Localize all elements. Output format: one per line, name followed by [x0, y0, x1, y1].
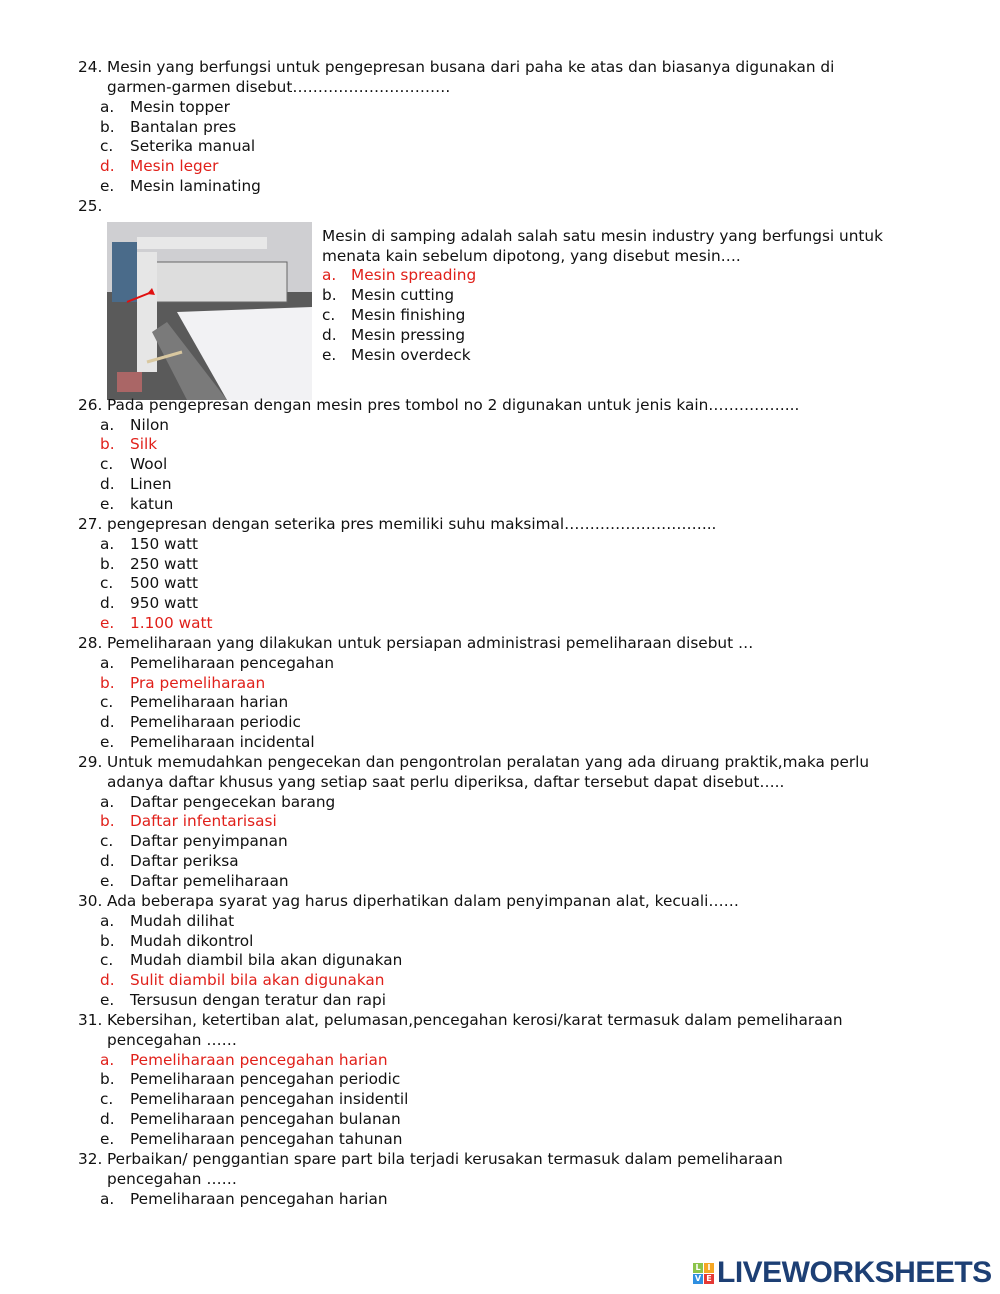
option-letter: b.: [100, 117, 115, 136]
question-text-line: [78, 1170, 948, 1190]
answer-option[interactable]: [78, 654, 948, 674]
logo-text: LIVEWORKSHEETS: [717, 1256, 992, 1289]
answer-option[interactable]: [78, 674, 948, 694]
answer-option[interactable]: [78, 812, 948, 832]
answer-option[interactable]: [78, 157, 948, 177]
answer-option[interactable]: [78, 852, 948, 872]
question-text: Mesin yang berfungsi untuk pengepresan busana dari paha ke atas dan biasanya digunakan di: [107, 58, 835, 76]
tile-e: E: [704, 1274, 714, 1284]
worksheet: [78, 58, 948, 1209]
option-text: Nilon: [130, 415, 169, 434]
option-text: Mudah diambil bila akan digunakan: [130, 951, 403, 970]
answer-option[interactable]: [78, 455, 948, 475]
option-text: Mesin pressing: [351, 325, 466, 344]
question-text-line: [78, 634, 948, 654]
question-text-line: [78, 1150, 948, 1170]
option-text: Pemeliharaan pencegahan insidentil: [130, 1090, 409, 1109]
answer-option[interactable]: [78, 793, 948, 813]
question-number: 31.: [78, 1010, 103, 1029]
option-letter: b.: [100, 812, 115, 831]
option-letter: e.: [100, 177, 115, 196]
option-text: Mudah dilihat: [130, 911, 235, 930]
question-24: [78, 58, 948, 197]
question-number: 28.: [78, 633, 103, 652]
option-letter: d.: [100, 594, 115, 613]
question-29: [78, 753, 948, 892]
option-text: Silk: [130, 435, 158, 454]
question-28: [78, 634, 948, 753]
question-27: [78, 515, 948, 634]
question-text: pencegahan ……: [107, 1169, 237, 1188]
option-text: Pemeliharaan pencegahan tahunan: [130, 1129, 403, 1148]
answer-option[interactable]: [78, 535, 948, 555]
question-text: adanya daftar khusus yang setiap saat perlu diperiksa, daftar tersebut dapat disebut…..: [107, 772, 785, 791]
answer-option[interactable]: [322, 266, 942, 286]
question-32: [78, 1150, 948, 1210]
question-text-line: [322, 227, 942, 247]
option-text: Daftar penyimpanan: [130, 832, 288, 851]
answer-option[interactable]: [78, 1190, 948, 1210]
question-text-line: [78, 58, 948, 78]
option-letter: b.: [100, 673, 115, 692]
question-number-line: [78, 197, 948, 217]
question-text: pencegahan ……: [107, 1030, 237, 1049]
option-text: Pemeliharaan incidental: [130, 733, 315, 752]
answer-option[interactable]: [322, 306, 942, 326]
option-text: 950 watt: [130, 594, 198, 613]
tile-i: I: [704, 1263, 714, 1273]
answer-option[interactable]: [78, 1090, 948, 1110]
answer-option[interactable]: [78, 872, 948, 892]
option-letter: a.: [322, 266, 337, 285]
option-text: Pemeliharaan pencegahan bulanan: [130, 1110, 401, 1129]
option-letter: d.: [322, 325, 337, 344]
answer-option[interactable]: [78, 832, 948, 852]
option-letter: d.: [100, 1110, 115, 1129]
answer-option[interactable]: [78, 594, 948, 614]
option-letter: b.: [100, 1070, 115, 1089]
answer-option[interactable]: [78, 495, 948, 515]
option-text: Pra pemeliharaan: [130, 673, 266, 692]
option-text: Pemeliharaan pencegahan: [130, 653, 335, 672]
question-text: pengepresan dengan seterika pres memiliki suhu maksimal………………………...: [107, 514, 717, 533]
answer-option[interactable]: [78, 435, 948, 455]
option-letter: a.: [100, 911, 115, 930]
tile-l: L: [693, 1263, 703, 1273]
option-letter: d.: [100, 971, 115, 990]
question-text-line: [78, 1031, 948, 1051]
answer-option[interactable]: [322, 326, 942, 346]
question-text-line: [78, 753, 948, 773]
answer-option[interactable]: [322, 286, 942, 306]
option-text: 250 watt: [130, 554, 198, 573]
answer-option[interactable]: [78, 693, 948, 713]
answer-option[interactable]: [78, 991, 948, 1011]
option-letter: b.: [100, 554, 115, 573]
answer-option[interactable]: [78, 614, 948, 634]
answer-option[interactable]: [78, 98, 948, 118]
question-number: 25.: [78, 196, 103, 215]
option-text: Mesin spreading: [351, 266, 477, 285]
option-letter: c.: [100, 1090, 114, 1109]
question-text-line: [78, 1011, 948, 1031]
answer-option[interactable]: [78, 137, 948, 157]
answer-option[interactable]: [78, 971, 948, 991]
answer-option[interactable]: [78, 932, 948, 952]
option-letter: b.: [100, 435, 115, 454]
option-letter: b.: [100, 931, 115, 950]
option-letter: a.: [100, 97, 115, 116]
question-text-line: [322, 247, 942, 267]
option-text: Mesin overdeck: [351, 345, 471, 364]
answer-option[interactable]: [78, 177, 948, 197]
answer-option[interactable]: [78, 574, 948, 594]
option-text: Mudah dikontrol: [130, 931, 254, 950]
option-letter: a.: [100, 792, 115, 811]
question-number: 29.: [78, 752, 103, 771]
answer-option[interactable]: [78, 1051, 948, 1071]
option-letter: c.: [100, 951, 114, 970]
option-text: Pemeliharaan pencegahan periodic: [130, 1070, 401, 1089]
answer-option[interactable]: [78, 555, 948, 575]
question-number: 26.: [78, 395, 103, 414]
answer-option[interactable]: [78, 416, 948, 436]
option-letter: c.: [100, 574, 114, 593]
option-text: 500 watt: [130, 574, 198, 593]
question-text: Ada beberapa syarat yag harus diperhatikan dalam penyimpanan alat, kecuali……: [107, 891, 739, 910]
question-side-text: [322, 227, 942, 366]
option-letter: c.: [100, 832, 114, 851]
option-letter: d.: [100, 852, 115, 871]
question-text-line: [78, 773, 948, 793]
option-text: Daftar pemeliharaan: [130, 872, 289, 890]
question-text-line: [78, 515, 948, 535]
liveworksheets-logo[interactable]: [693, 1256, 992, 1290]
option-text: 1.100 watt: [130, 614, 213, 633]
question-number: 24.: [78, 58, 103, 76]
option-text: Mesin finishing: [351, 306, 466, 325]
answer-option[interactable]: [78, 713, 948, 733]
live-tiles-icon: [693, 1263, 714, 1284]
option-letter: e.: [100, 614, 115, 633]
answer-option[interactable]: [78, 118, 948, 138]
answer-option[interactable]: [78, 733, 948, 753]
option-text: katun: [130, 494, 174, 513]
answer-option[interactable]: [78, 475, 948, 495]
option-text: Mesin topper: [130, 97, 230, 116]
option-text: Daftar infentarisasi: [130, 812, 277, 831]
option-text: Daftar pengecekan barang: [130, 792, 336, 811]
option-text: Sulit diambil bila akan digunakan: [130, 971, 385, 990]
option-text: Mesin cutting: [351, 286, 455, 305]
option-text: 150 watt: [130, 534, 198, 553]
option-letter: d.: [100, 157, 115, 176]
question-text-line: [78, 892, 948, 912]
answer-option[interactable]: [78, 1110, 948, 1130]
question-text-line: [78, 78, 948, 98]
question-31: [78, 1011, 948, 1150]
option-letter: e.: [100, 872, 115, 890]
option-letter: a.: [100, 653, 115, 672]
question-25: [78, 197, 948, 396]
option-text: Pemeliharaan periodic: [130, 713, 301, 732]
question-body: [78, 217, 948, 396]
option-letter: e.: [100, 1129, 115, 1148]
option-letter: c.: [100, 693, 114, 712]
option-letter: d.: [100, 475, 115, 494]
option-text: Daftar periksa: [130, 852, 239, 871]
question-text: Kebersihan, ketertiban alat, pelumasan,pencegahan kerosi/karat termasuk dalam pemeliharaan: [107, 1010, 843, 1029]
option-letter: a.: [100, 1189, 115, 1208]
option-text: Pemeliharaan pencegahan harian: [130, 1050, 388, 1069]
question-text: Pada pengepresan dengan mesin pres tombol no 2 digunakan untuk jenis kain……………...: [107, 395, 800, 414]
tile-v: V: [694, 1273, 702, 1283]
question-text: menata kain sebelum dipotong, yang disebut mesin….: [322, 246, 741, 265]
question-number: 27.: [78, 514, 103, 533]
question-text: Untuk memudahkan pengecekan dan pengontrolan peralatan yang ada diruang praktik,maka perlu: [107, 752, 870, 771]
spreading-machine-photo: [107, 222, 312, 400]
answer-option[interactable]: [78, 951, 948, 971]
option-letter: a.: [100, 1050, 115, 1069]
option-text: Mesin laminating: [130, 177, 261, 196]
question-26: [78, 396, 948, 515]
question-30: [78, 892, 948, 1011]
option-letter: c.: [100, 137, 114, 156]
option-letter: c.: [100, 455, 114, 474]
question-number: 30.: [78, 891, 103, 910]
option-text: Wool: [130, 455, 168, 474]
option-text: Pemeliharaan harian: [130, 693, 289, 712]
answer-option[interactable]: [78, 1070, 948, 1090]
answer-option[interactable]: [78, 912, 948, 932]
question-text-line: [78, 396, 948, 416]
answer-option[interactable]: [78, 1130, 948, 1150]
option-letter: e.: [100, 991, 115, 1010]
question-text: Mesin di samping adalah salah satu mesin industry yang berfungsi untuk: [322, 226, 883, 245]
option-text: Tersusun dengan teratur dan rapi: [130, 991, 386, 1010]
option-text: Seterika manual: [130, 137, 256, 156]
question-text: Pemeliharaan yang dilakukan untuk persiapan administrasi pemeliharaan disebut …: [107, 633, 754, 652]
option-letter: e.: [100, 494, 115, 513]
question-text: Perbaikan/ penggantian spare part bila terjadi kerusakan termasuk dalam pemeliharaan: [107, 1149, 783, 1168]
option-letter: d.: [100, 713, 115, 732]
option-letter: c.: [322, 306, 336, 325]
option-letter: e.: [322, 345, 337, 364]
question-number: 32.: [78, 1149, 103, 1168]
option-text: Pemeliharaan pencegahan harian: [130, 1189, 388, 1208]
question-text: garmen-garmen disebut………………………….: [107, 77, 451, 96]
option-letter: a.: [100, 415, 115, 434]
option-text: Linen: [130, 475, 172, 494]
option-letter: b.: [322, 286, 337, 305]
option-text: Bantalan pres: [130, 117, 237, 136]
option-letter: a.: [100, 534, 115, 553]
answer-option[interactable]: [322, 346, 942, 366]
option-text: Mesin leger: [130, 157, 219, 176]
option-letter: e.: [100, 733, 115, 752]
